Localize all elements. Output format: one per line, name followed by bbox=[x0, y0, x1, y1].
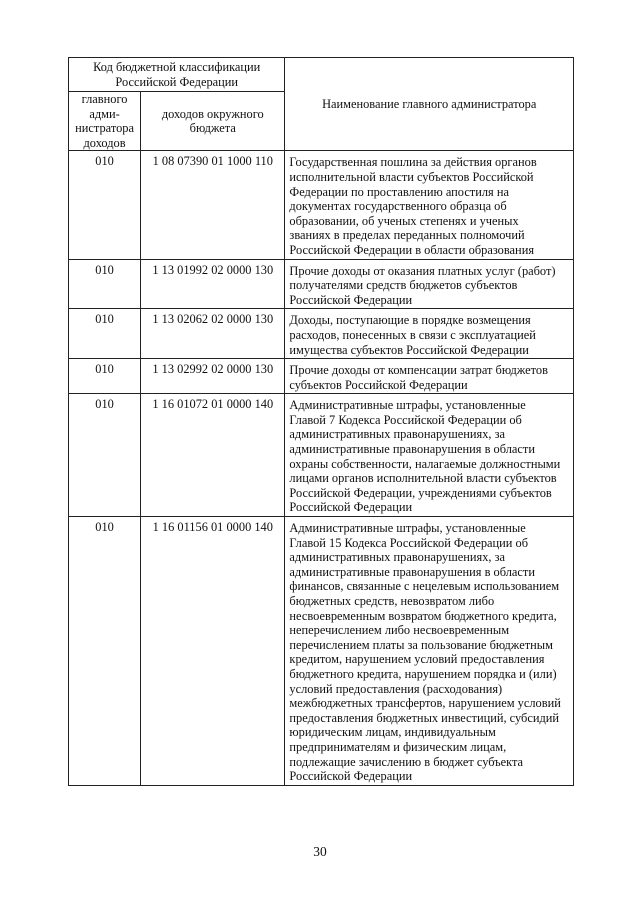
description-line: исполнительной власти субъектов Российской bbox=[289, 169, 534, 184]
table-body bbox=[69, 151, 574, 785]
description-line: финансов, связанные с нецелевым использованием bbox=[289, 579, 560, 594]
description-line: Российской Федерации bbox=[289, 292, 413, 307]
description-cell bbox=[285, 394, 574, 517]
table-row bbox=[69, 517, 574, 786]
admin-code-cell: 010 bbox=[69, 359, 141, 394]
table-row bbox=[69, 309, 574, 359]
income-code-cell: 1 16 01156 01 0000 140 bbox=[141, 517, 285, 786]
description-line: Российской Федерации bbox=[289, 769, 413, 784]
description-line: юридическим лицам, индивидуальным bbox=[289, 725, 496, 740]
description-cell bbox=[285, 517, 574, 786]
description-line: Административные штрафы, установленные bbox=[289, 521, 526, 536]
description-line: Главой 7 Кодекса Российской Федерации об bbox=[289, 412, 522, 427]
description-line: расходов, понесенных в связи с эксплуатацией bbox=[289, 327, 536, 342]
header-income-code-line: бюджета bbox=[189, 121, 236, 136]
header-income-code bbox=[141, 92, 285, 151]
description-line: подлежащие зачислению в бюджет субъекта bbox=[289, 754, 524, 769]
admin-code-cell: 010 bbox=[69, 259, 141, 309]
header-chief-admin bbox=[69, 92, 141, 151]
description-line: Государственная пошлина за действия органов bbox=[289, 155, 537, 170]
description-line: Российской Федерации в области образования bbox=[289, 242, 535, 257]
description-cell bbox=[285, 259, 574, 309]
table-row bbox=[69, 259, 574, 309]
income-code-cell: 1 13 02992 02 0000 130 bbox=[141, 359, 285, 394]
description-line: званиях в пределах переданных полномочий bbox=[289, 228, 525, 243]
description-line: административных правонарушениях, за bbox=[289, 427, 505, 442]
description-line: Главой 15 Кодекса Российской Федерации об bbox=[289, 535, 529, 550]
description-line: документах государственного образца об bbox=[289, 199, 507, 214]
header-admin-name: Наименование главного администратора bbox=[285, 58, 574, 151]
page-number: 30 bbox=[313, 844, 327, 859]
description-line: предоставления бюджетных инвестиций, субсидий bbox=[289, 710, 560, 725]
admin-code-cell: 010 bbox=[69, 394, 141, 517]
description-line: Федерации по проставлению апостиля на bbox=[289, 184, 509, 199]
description-line: несвоевременным возвратом бюджетного кредита, bbox=[289, 608, 557, 623]
income-code-cell: 1 13 01992 02 0000 130 bbox=[141, 259, 285, 309]
description-line: кредитом, нарушением условий предоставления bbox=[289, 652, 545, 667]
header-chief-admin-line: доходов bbox=[83, 135, 126, 150]
income-code-cell: 1 13 02062 02 0000 130 bbox=[141, 309, 285, 359]
description-line: межбюджетных трансфертов, нарушением условий bbox=[289, 696, 561, 711]
income-code-cell: 1 16 01072 01 0000 140 bbox=[141, 394, 285, 517]
header-chief-admin-line: нистратора bbox=[75, 121, 134, 136]
admin-code-cell: 010 bbox=[69, 151, 141, 259]
description-line: административные правонарушения в области bbox=[289, 564, 535, 579]
description-line: перечислением платы за пользование бюджетным bbox=[289, 637, 553, 652]
description-line: имущества субъектов Российской Федерации bbox=[289, 342, 529, 357]
description-cell bbox=[285, 359, 574, 394]
description-line: лицами органов исполнительной власти субъектов bbox=[289, 471, 557, 486]
description-cell bbox=[285, 309, 574, 359]
description-line: образовании, об ученых степенях и ученых bbox=[289, 213, 519, 228]
description-line: неперечислением либо несвоевременным bbox=[289, 623, 510, 638]
description-line: Российской Федерации bbox=[289, 500, 413, 515]
header-chief-admin-line: главного bbox=[81, 92, 128, 106]
header-group-title: Код бюджетной классификации Российской Федерации bbox=[69, 58, 285, 92]
description-line: административных правонарушениях, за bbox=[289, 550, 505, 565]
admin-code-cell: 010 bbox=[69, 309, 141, 359]
description-line: бюджетных средств, невозвратом либо bbox=[289, 594, 495, 608]
description-line: Доходы, поступающие в порядке возмещения bbox=[289, 313, 531, 328]
description-line: административные правонарушения в области bbox=[289, 442, 535, 457]
description-line: субъектов Российской Федерации bbox=[289, 377, 468, 392]
description-line: получателями средств бюджетов субъектов bbox=[289, 278, 518, 293]
header-chief-admin-line: адми- bbox=[89, 106, 120, 121]
description-cell bbox=[285, 151, 574, 259]
table-row bbox=[69, 359, 574, 394]
description-line: Прочие доходы от оказания платных услуг (работ) bbox=[289, 263, 556, 278]
admin-code-cell: 010 bbox=[69, 517, 141, 786]
header-income-code-line: доходов окружного bbox=[161, 106, 264, 121]
income-code-cell: 1 08 07390 01 1000 110 bbox=[141, 151, 285, 259]
description-line: Прочие доходы от компенсации затрат бюджетов bbox=[289, 363, 548, 378]
table-row bbox=[69, 394, 574, 517]
header-row-top bbox=[69, 58, 574, 92]
description-line: предпринимателям и физическим лицам, bbox=[289, 739, 507, 754]
description-line: охраны собственности, налагаемые должностными bbox=[289, 456, 561, 471]
description-line: Административные штрафы, установленные bbox=[289, 398, 526, 413]
budget-classification-table bbox=[68, 57, 574, 786]
description-line: Российской Федерации, учреждениями субъектов bbox=[289, 485, 552, 500]
description-line: условий предоставления (расходования) bbox=[289, 681, 503, 696]
description-line: бюджетного кредита, нарушением порядка и (или) bbox=[289, 666, 557, 681]
table-row bbox=[69, 151, 574, 259]
